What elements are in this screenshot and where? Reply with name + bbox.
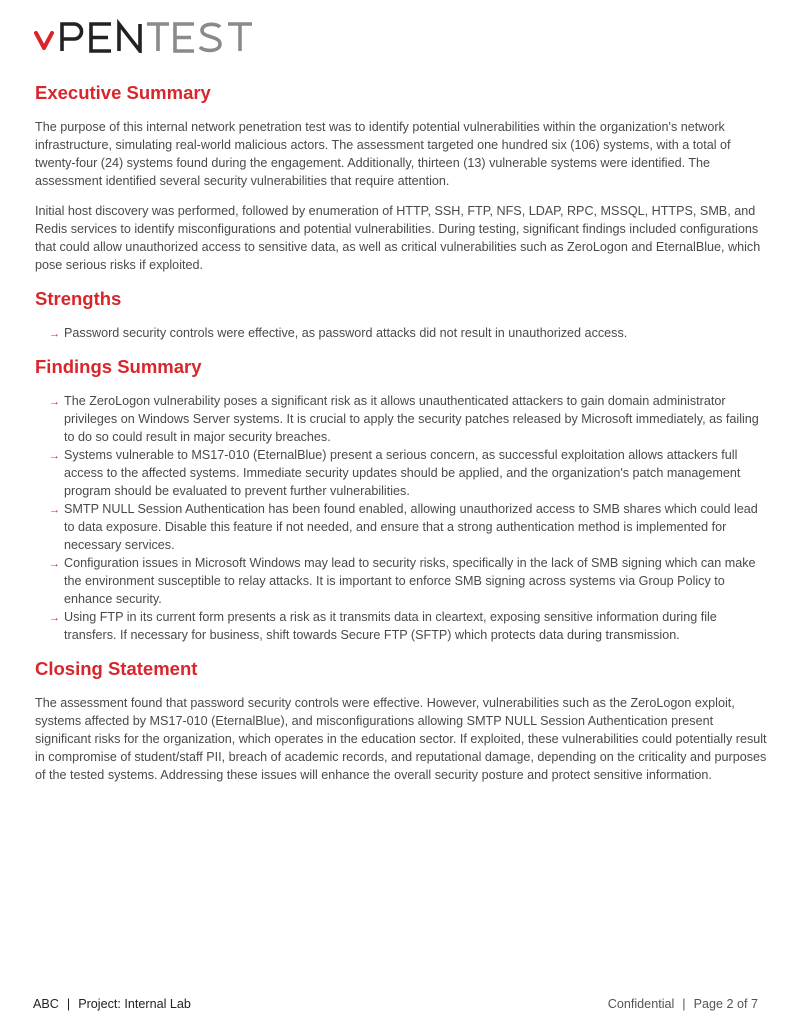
footer-left	[33, 997, 191, 1011]
arrow-right-icon: →	[49, 612, 60, 624]
list-item-text: Systems vulnerable to MS17-010 (EternalBlue) present a serious concern, as successful exploitation allows attackers full access to the affected systems. Immediate security updates should be applied, and the organization's patch management program should be evaluated to prevent further vulnerabilities.	[64, 448, 741, 498]
paragraph: The assessment found that password security controls were effective. However, vulnerabilities such as the ZeroLogon exploit, systems affected by MS17-010 (EternalBlue), and misconfigurations allowing SMTP NULL Session Authentication present significant risks for the organization, which operates in the education sector. If exploited, these vulnerabilities could potentially result in compromise of student/staff PII, breach of academic records, and reputational damage, depending on the criticality and purposes of the tested systems. Addressing these issues will enhance the overall security posture and protect sensitive information.	[35, 696, 767, 782]
list-item	[49, 446, 767, 500]
section-heading: Strengths	[35, 288, 122, 309]
vpentest-logo-graphic	[34, 19, 256, 53]
footer-separator: |	[682, 997, 686, 1011]
list-item	[49, 324, 767, 342]
list-item-text: SMTP NULL Session Authentication has been found enabled, allowing unauthorized access to SMB shares which could lead to data exposure. Disable this feature if not needed, and ensure that a strong authentication method is implemented for necessary services.	[64, 502, 758, 552]
paragraph: Initial host discovery was performed, followed by enumeration of HTTP, SSH, FTP, NFS, LDAP, RPC, MSSQL, HTTPS, SMB, and Redis services to identify misconfigurations and potential vulnerabilities. During testing, significant findings included configurations that could allow unauthorized access to sensitive data, as well as critical vulnerabilities such as ZeroLogon and EternalBlue, which pose serious risks if exploited.	[35, 204, 761, 272]
vpentest-logo	[34, 16, 256, 56]
bullet-list	[35, 324, 767, 342]
section-heading: Closing Statement	[35, 658, 198, 679]
arrow-right-icon: →	[49, 328, 60, 340]
footer-right	[608, 997, 758, 1011]
list-item-text: The ZeroLogon vulnerability poses a significant risk as it allows unauthenticated attackers to gain domain administrator privileges on Windows Server systems. It is crucial to apply the security patches released by Microsoft immediately, as failing to do so could result in major security breaches.	[64, 394, 759, 444]
bullet-list	[35, 392, 767, 644]
closing-statement-section	[35, 656, 767, 784]
footer-separator: |	[66, 997, 71, 1011]
strengths-section	[35, 286, 767, 342]
list-item-text: Configuration issues in Microsoft Windows may lead to security risks, specifically in the lack of SMB signing which can make the environment susceptible to relay attacks. It is important to enforce SMB signing across systems via Group Policy to enhance security.	[64, 556, 756, 606]
section-heading: Executive Summary	[35, 82, 211, 103]
arrow-right-icon: →	[49, 396, 60, 408]
list-item-text: Using FTP in its current form presents a risk as it transmits data in cleartext, exposing sensitive information during file transfers. If necessary for business, shift towards Secure FTP (SFTP) which protects data during transmission.	[64, 610, 717, 642]
footer-client: ABC	[33, 997, 59, 1011]
list-item-text: Password security controls were effective, as password attacks did not result in unauthorized access.	[64, 326, 628, 340]
list-item	[49, 608, 767, 644]
arrow-right-icon: →	[49, 450, 60, 462]
findings-summary-section	[35, 354, 767, 644]
footer-project: Project: Internal Lab	[78, 997, 191, 1011]
executive-summary-section	[35, 80, 767, 274]
list-item	[49, 392, 767, 446]
footer-page-number: Page 2 of 7	[693, 997, 758, 1011]
footer-classification: Confidential	[607, 997, 675, 1011]
list-item	[49, 554, 767, 608]
report-body	[35, 80, 767, 796]
arrow-right-icon: →	[49, 558, 60, 570]
page-footer	[33, 997, 758, 1011]
list-item	[49, 500, 767, 554]
paragraph: The purpose of this internal network penetration test was to identify potential vulnerabilities within the organization's network infrastructure, simulating real-world malicious actors. The assessment targeted one hundred six (106) systems, with a total of twenty-four (24) systems found during the engagement. Additionally, thirteen (13) vulnerable systems were identified. The assessment identified several security vulnerabilities that require attention.	[35, 120, 731, 188]
arrow-right-icon: →	[49, 504, 60, 516]
section-heading: Findings Summary	[35, 356, 202, 377]
